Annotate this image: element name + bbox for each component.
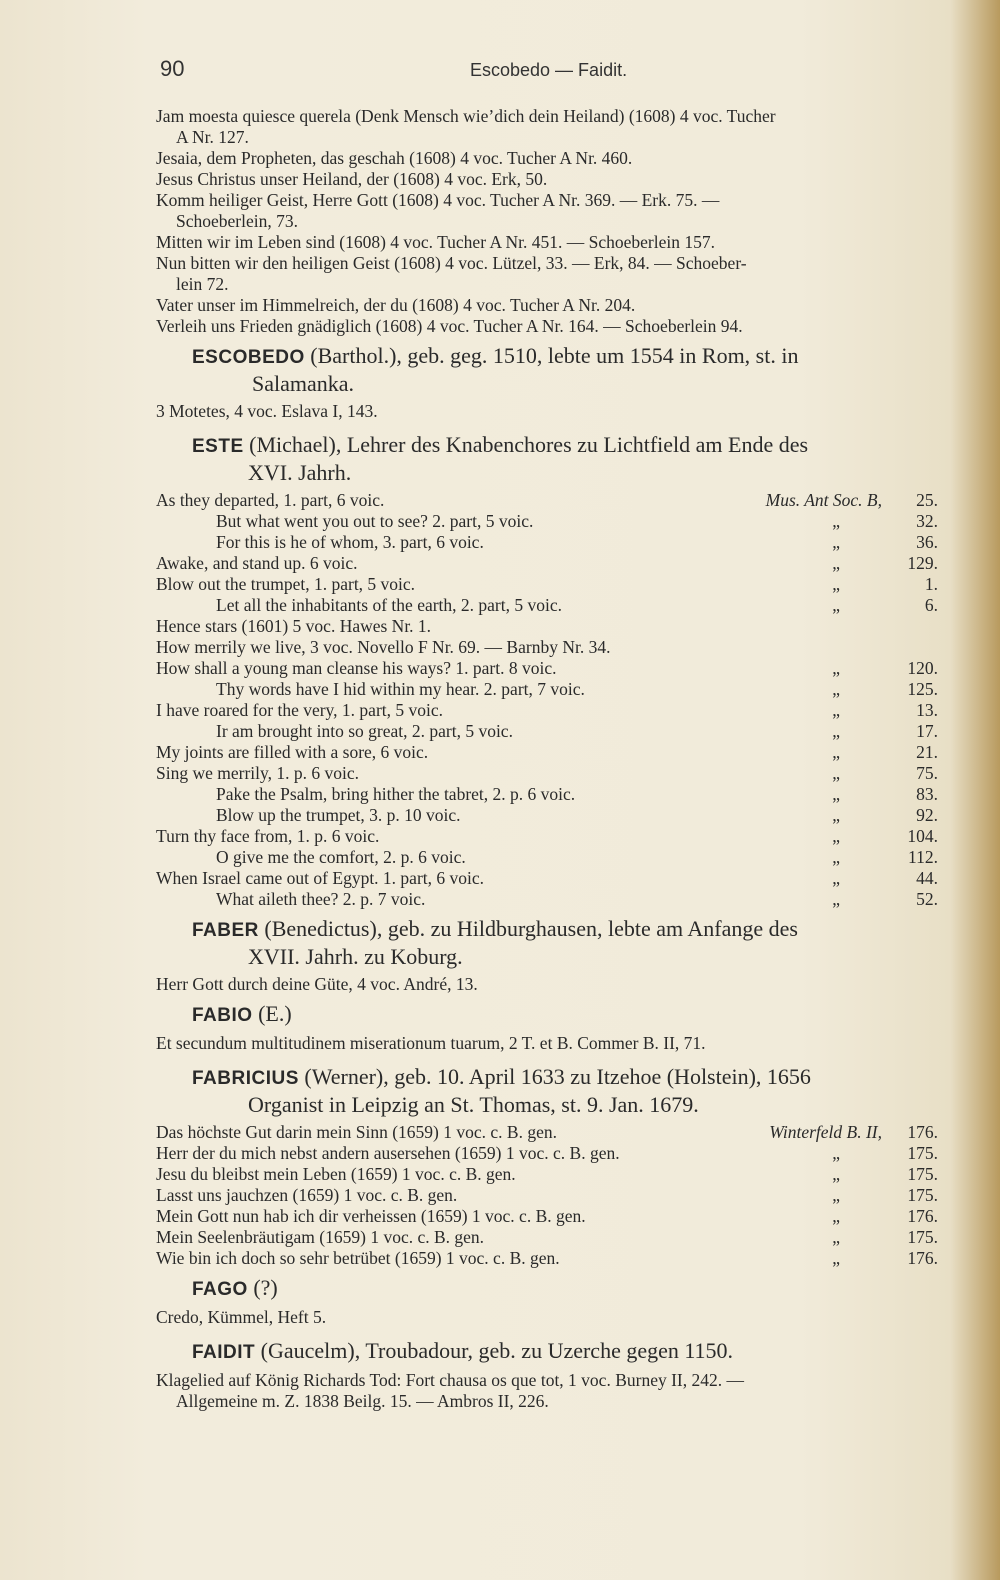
work-row: [156, 1185, 938, 1206]
work-number: 17.: [916, 721, 938, 741]
work-title: How merrily we live, 3 voc. Novello F Nr. 69. — Barnby Nr. 34.: [156, 637, 611, 657]
composer-bio: (?): [253, 1275, 278, 1300]
work-line: Et secundum multitudinem miserationum tuarum, 2 T. et B. Commer B. II, 71.: [156, 1033, 706, 1053]
composer-heading: [156, 1001, 938, 1029]
work-title: Wie bin ich doch so sehr betrübet (1659) 1 voc. c. B. gen.: [156, 1248, 560, 1268]
work-title: Ir am brought into so great, 2. part, 5 voic.: [216, 721, 513, 741]
work-row: [156, 1122, 938, 1143]
page-header: [160, 52, 938, 92]
work-number: 125.: [907, 679, 938, 699]
work-row: [156, 742, 938, 763]
composer-bio: (Werner), geb. 10. April 1633 zu Itzehoe (Holstein), 1656: [304, 1064, 811, 1089]
work-title: Pake the Psalm, bring hither the tabret, 2. p. 6 voic.: [216, 784, 576, 804]
entry-line: Komm heiliger Geist, Herre Gott (1608) 4 voc. Tucher A Nr. 369. — Erk. 75. —: [156, 190, 720, 210]
entry-line: Verleih uns Frieden gnädiglich (1608) 4 voc. Tucher A Nr. 164. — Schoeberlein 94.: [156, 316, 743, 336]
work-row: [156, 889, 938, 910]
work-title: Mein Seelenbräutigam (1659) 1 voc. c. B. gen.: [156, 1227, 485, 1247]
work-title: As they departed, 1. part, 6 voic.: [156, 490, 385, 510]
work-source: „: [832, 1248, 840, 1268]
work-title: Thy words have I hid within my hear. 2. part, 7 voic.: [216, 679, 585, 699]
work-number: 32.: [916, 511, 938, 531]
work-number: 175.: [907, 1143, 938, 1163]
composer-heading: [156, 1338, 938, 1366]
work-row: [156, 721, 938, 742]
composer-bio-cont: XVII. Jahrh. zu Koburg.: [248, 944, 463, 969]
work-source: „: [832, 700, 840, 720]
composer-bio: (Michael), Lehrer des Knabenchores zu Lichtfield am Ende des: [249, 432, 809, 457]
work-number: 120.: [907, 658, 938, 678]
composer-heading: [156, 916, 938, 970]
work-row: [156, 826, 938, 847]
work-source: „: [832, 679, 840, 699]
work-source: „: [832, 658, 840, 678]
work-row: [156, 763, 938, 784]
work-number: 176.: [907, 1122, 938, 1142]
running-title: Escobedo — Faidit.: [470, 60, 628, 80]
composer-name: FABER: [192, 920, 259, 941]
work-title: Let all the inhabitants of the earth, 2. part, 5 voic.: [216, 595, 563, 615]
composer-bio: (Benedictus), geb. zu Hildburghausen, lebte am Anfange des: [264, 916, 798, 941]
work-row: [156, 658, 938, 679]
work-row: [156, 1143, 938, 1164]
work-title: Sing we merrily, 1. p. 6 voic.: [156, 763, 360, 783]
work-source: „: [832, 1143, 840, 1163]
work-title: Jesu du bleibst mein Leben (1659) 1 voc. c. B. gen.: [156, 1164, 516, 1184]
work-title: My joints are filled with a sore, 6 voic.: [156, 742, 429, 762]
work-source: „: [832, 1185, 840, 1205]
entry-line: Vater unser im Himmelreich, der du (1608) 4 voc. Tucher A Nr. 204.: [156, 295, 636, 315]
work-row: [156, 679, 938, 700]
work-line: Klagelied auf König Richards Tod: Fort chausa os que tot, 1 voc. Burney II, 242. —: [156, 1370, 744, 1390]
work-row: [156, 847, 938, 868]
entry-line: Jam moesta quiesce querela (Denk Mensch wie’dich dein Heiland) (1608) 4 voc. Tucher: [156, 106, 776, 126]
work-title: Herr der du mich nebst andern ausersehen (1659) 1 voc. c. B. gen.: [156, 1143, 620, 1163]
page-content: [156, 106, 938, 1412]
work-row: [156, 490, 938, 511]
work-row: [156, 574, 938, 595]
composer-heading: [156, 1275, 938, 1303]
work-source: „: [832, 1206, 840, 1226]
work-row: [156, 700, 938, 721]
composer-name: FAIDIT: [192, 1342, 256, 1363]
work-title: Das höchste Gut darin mein Sinn (1659) 1 voc. c. B. gen.: [156, 1122, 557, 1142]
work-source: „: [832, 511, 840, 531]
entry-line: lein 72.: [176, 274, 229, 294]
entry-line: Schoeberlein, 73.: [176, 211, 298, 231]
work-source: „: [832, 574, 840, 594]
work-title: Hence stars (1601) 5 voc. Hawes Nr. 1.: [156, 616, 432, 636]
work-number: 6.: [924, 595, 938, 615]
work-number: 129.: [907, 553, 938, 573]
work-title: How shall a young man cleanse his ways? 1. part. 8 voic.: [156, 658, 557, 678]
work-list: [156, 1122, 938, 1269]
work-source: „: [832, 868, 840, 888]
composer-heading: [156, 1064, 938, 1118]
composer-bio-cont: XVI. Jahrh.: [248, 460, 352, 485]
work-list: [156, 490, 938, 910]
work-source: „: [832, 847, 840, 867]
work-number: 175.: [907, 1164, 938, 1184]
composer-bio-cont: Salamanka.: [252, 371, 355, 396]
entry-line: Mitten wir im Leben sind (1608) 4 voc. Tucher A Nr. 451. — Schoeberlein 157.: [156, 232, 715, 252]
work-source: „: [832, 805, 840, 825]
work-title: For this is he of whom, 3. part, 6 voic.: [216, 532, 484, 552]
work-row: [156, 805, 938, 826]
work-number: 176.: [907, 1206, 938, 1226]
composer-name: ESTE: [192, 436, 244, 457]
work-row: [156, 511, 938, 532]
work-line: 3 Motetes, 4 voc. Eslava I, 143.: [156, 401, 378, 421]
work-row: [156, 532, 938, 553]
work-number: 92.: [916, 805, 938, 825]
work-number: 176.: [907, 1248, 938, 1268]
page-number: 90: [160, 56, 185, 81]
work-number: 25.: [916, 490, 938, 510]
composer-bio: (Gaucelm), Troubadour, geb. zu Uzerche gegen 1150.: [260, 1338, 734, 1363]
work-title: I have roared for the very, 1. part, 5 voic.: [156, 700, 444, 720]
work-source: „: [832, 1227, 840, 1247]
work-number: 75.: [916, 763, 938, 783]
composer-bio-cont: Organist in Leipzig an St. Thomas, st. 9. Jan. 1679.: [248, 1092, 699, 1117]
work-title: Mein Gott nun hab ich dir verheissen (1659) 1 voc. c. B. gen.: [156, 1206, 586, 1226]
entry-line: A Nr. 127.: [176, 127, 249, 147]
work-source: „: [832, 826, 840, 846]
work-source: „: [832, 784, 840, 804]
work-title: When Israel came out of Egypt. 1. part, 6 voic.: [156, 868, 485, 888]
work-number: 13.: [916, 700, 938, 720]
work-source: „: [832, 1164, 840, 1184]
work-line: Credo, Kümmel, Heft 5.: [156, 1307, 327, 1327]
work-title: Awake, and stand up. 6 voic.: [156, 553, 358, 573]
work-number: 1.: [924, 574, 938, 594]
work-number: 83.: [916, 784, 938, 804]
work-source: „: [832, 595, 840, 615]
work-row: [156, 595, 938, 616]
work-title: Turn thy face from, 1. p. 6 voic.: [156, 826, 380, 846]
composer-name: FABRICIUS: [192, 1068, 299, 1089]
composer-name: ESCOBEDO: [192, 347, 305, 368]
work-source: Mus. Ant Soc. B,: [765, 490, 882, 510]
work-line: Herr Gott durch deine Güte, 4 voc. André, 13.: [156, 974, 478, 994]
work-number: 175.: [907, 1185, 938, 1205]
work-row: [156, 1206, 938, 1227]
work-title: Blow out the trumpet, 1. part, 5 voic.: [156, 574, 416, 594]
work-title: But what went you out to see? 2. part, 5 voic.: [216, 511, 534, 531]
work-number: 112.: [908, 847, 938, 867]
work-title: What aileth thee? 2. p. 7 voic.: [216, 889, 426, 909]
work-row: [156, 1164, 938, 1185]
work-row: [156, 553, 938, 574]
work-title: O give me the comfort, 2. p. 6 voic.: [216, 847, 466, 867]
work-source: „: [832, 763, 840, 783]
composer-bio: (Barthol.), geb. geg. 1510, lebte um 1554 in Rom, st. in: [310, 343, 799, 368]
work-number: 175.: [907, 1227, 938, 1247]
work-row: [156, 1227, 938, 1248]
work-source: „: [832, 721, 840, 741]
work-number: 44.: [916, 868, 938, 888]
work-row: [156, 637, 938, 658]
entry-line: Jesaia, dem Propheten, das geschah (1608) 4 voc. Tucher A Nr. 460.: [156, 148, 633, 168]
work-source: Winterfeld B. II,: [769, 1122, 882, 1142]
composer-name: FABIO: [192, 1005, 253, 1026]
composer-heading: [156, 343, 938, 397]
work-title: Lasst uns jauchzen (1659) 1 voc. c. B. gen.: [156, 1185, 458, 1205]
work-number: 36.: [916, 532, 938, 552]
entry-line: Nun bitten wir den heiligen Geist (1608) 4 voc. Lützel, 33. — Erk, 84. — Schoeber-: [156, 253, 747, 273]
work-title: Blow up the trumpet, 3. p. 10 voic.: [216, 805, 461, 825]
composer-bio: (E.): [258, 1001, 292, 1026]
work-row: [156, 868, 938, 889]
composer-name: FAGO: [192, 1279, 248, 1300]
work-row: [156, 616, 938, 637]
work-source: „: [832, 742, 840, 762]
composer-heading: [156, 432, 938, 486]
work-number: 104.: [907, 826, 938, 846]
work-number: 52.: [916, 889, 938, 909]
work-source: „: [832, 889, 840, 909]
work-source: „: [832, 553, 840, 573]
work-row: [156, 784, 938, 805]
entry-line: Jesus Christus unser Heiland, der (1608) 4 voc. Erk, 50.: [156, 169, 548, 189]
work-source: „: [832, 532, 840, 552]
work-number: 21.: [916, 742, 938, 762]
work-row: [156, 1248, 938, 1269]
work-line: Allgemeine m. Z. 1838 Beilg. 15. — Ambros II, 226.: [176, 1391, 549, 1411]
